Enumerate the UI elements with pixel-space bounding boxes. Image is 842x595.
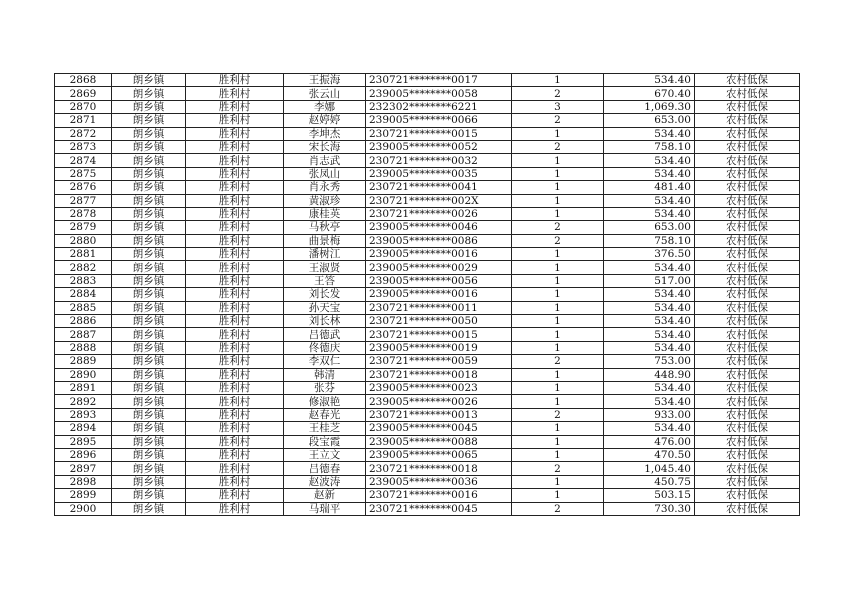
amount-cell: 653.00 [604, 221, 695, 234]
village-cell: 胜利村 [186, 274, 284, 287]
id-number-cell: 230721********0013 [366, 408, 512, 421]
village-cell: 胜利村 [186, 87, 284, 100]
town-cell: 朗乡镇 [112, 221, 186, 234]
table-row [55, 422, 800, 435]
id-number-cell: 239005********0035 [366, 167, 512, 180]
id-number-cell: 239005********0058 [366, 87, 512, 100]
id-number-cell: 230721********002X [366, 194, 512, 207]
relief-type-cell: 农村低保 [695, 475, 800, 488]
town-cell: 朗乡镇 [112, 341, 186, 354]
name-cell: 李坤杰 [284, 127, 366, 140]
name-cell: 韩清 [284, 368, 366, 381]
row-number: 2894 [55, 422, 112, 435]
id-number-cell: 230721********0018 [366, 462, 512, 475]
id-number-cell: 239005********0065 [366, 448, 512, 461]
table-row [55, 301, 800, 314]
relief-type-cell: 农村低保 [695, 489, 800, 502]
row-number: 2893 [55, 408, 112, 421]
row-number: 2883 [55, 274, 112, 287]
id-number-cell: 230721********0011 [366, 301, 512, 314]
id-number-cell: 230721********0026 [366, 207, 512, 220]
relief-type-cell: 农村低保 [695, 462, 800, 475]
name-cell: 马秋亭 [284, 221, 366, 234]
town-cell: 朗乡镇 [112, 395, 186, 408]
name-cell: 张云山 [284, 87, 366, 100]
village-cell: 胜利村 [186, 341, 284, 354]
name-cell: 曲景梅 [284, 234, 366, 247]
name-cell: 赵婷婷 [284, 114, 366, 127]
household-count-cell: 1 [512, 301, 604, 314]
name-cell: 李娜 [284, 100, 366, 113]
id-number-cell: 239005********0088 [366, 435, 512, 448]
relief-type-cell: 农村低保 [695, 341, 800, 354]
amount-cell: 753.00 [604, 355, 695, 368]
name-cell: 佟德庆 [284, 341, 366, 354]
id-number-cell: 230721********0018 [366, 368, 512, 381]
household-count-cell: 1 [512, 381, 604, 394]
village-cell: 胜利村 [186, 462, 284, 475]
relief-type-cell: 农村低保 [695, 74, 800, 87]
row-number: 2899 [55, 489, 112, 502]
amount-cell: 448.90 [604, 368, 695, 381]
relief-type-cell: 农村低保 [695, 355, 800, 368]
amount-cell: 534.40 [604, 341, 695, 354]
village-cell: 胜利村 [186, 315, 284, 328]
village-cell: 胜利村 [186, 408, 284, 421]
household-count-cell: 1 [512, 167, 604, 180]
household-count-cell: 1 [512, 181, 604, 194]
amount-cell: 670.40 [604, 87, 695, 100]
name-cell: 修淑艳 [284, 395, 366, 408]
table-row [55, 127, 800, 140]
amount-cell: 534.40 [604, 127, 695, 140]
name-cell: 宋长海 [284, 140, 366, 153]
town-cell: 朗乡镇 [112, 114, 186, 127]
town-cell: 朗乡镇 [112, 368, 186, 381]
relief-type-cell: 农村低保 [695, 368, 800, 381]
table-row [55, 341, 800, 354]
id-number-cell: 230721********0045 [366, 502, 512, 515]
household-count-cell: 2 [512, 87, 604, 100]
relief-type-cell: 农村低保 [695, 154, 800, 167]
row-number: 2871 [55, 114, 112, 127]
name-cell: 王淑贤 [284, 261, 366, 274]
row-number: 2889 [55, 355, 112, 368]
village-cell: 胜利村 [186, 328, 284, 341]
village-cell: 胜利村 [186, 181, 284, 194]
name-cell: 赵波涛 [284, 475, 366, 488]
relief-type-cell: 农村低保 [695, 448, 800, 461]
name-cell: 王立文 [284, 448, 366, 461]
household-count-cell: 2 [512, 140, 604, 153]
name-cell: 王答 [284, 274, 366, 287]
household-count-cell: 2 [512, 221, 604, 234]
village-cell: 胜利村 [186, 194, 284, 207]
amount-cell: 534.40 [604, 288, 695, 301]
name-cell: 康桂英 [284, 207, 366, 220]
id-number-cell: 230721********0017 [366, 74, 512, 87]
village-cell: 胜利村 [186, 167, 284, 180]
id-number-cell: 239005********0056 [366, 274, 512, 287]
table-row [55, 475, 800, 488]
relief-type-cell: 农村低保 [695, 288, 800, 301]
village-cell: 胜利村 [186, 74, 284, 87]
village-cell: 胜利村 [186, 381, 284, 394]
name-cell: 王振海 [284, 74, 366, 87]
name-cell: 赵新 [284, 489, 366, 502]
table-row [55, 194, 800, 207]
row-number: 2881 [55, 248, 112, 261]
id-number-cell: 239005********0026 [366, 395, 512, 408]
amount-cell: 534.40 [604, 207, 695, 220]
id-number-cell: 232302********6221 [366, 100, 512, 113]
table-row [55, 395, 800, 408]
table-row [55, 408, 800, 421]
household-count-cell: 1 [512, 154, 604, 167]
row-number: 2880 [55, 234, 112, 247]
name-cell: 刘长发 [284, 288, 366, 301]
amount-cell: 534.40 [604, 261, 695, 274]
relief-type-cell: 农村低保 [695, 181, 800, 194]
amount-cell: 517.00 [604, 274, 695, 287]
name-cell: 肖志武 [284, 154, 366, 167]
town-cell: 朗乡镇 [112, 100, 186, 113]
town-cell: 朗乡镇 [112, 502, 186, 515]
table-row [55, 221, 800, 234]
row-number: 2897 [55, 462, 112, 475]
row-number: 2895 [55, 435, 112, 448]
table-row [55, 248, 800, 261]
household-count-cell: 1 [512, 74, 604, 87]
row-number: 2886 [55, 315, 112, 328]
relief-type-cell: 农村低保 [695, 395, 800, 408]
table-row [55, 154, 800, 167]
name-cell: 黄淑珍 [284, 194, 366, 207]
relief-type-cell: 农村低保 [695, 127, 800, 140]
village-cell: 胜利村 [186, 502, 284, 515]
town-cell: 朗乡镇 [112, 475, 186, 488]
relief-type-cell: 农村低保 [695, 328, 800, 341]
household-count-cell: 1 [512, 422, 604, 435]
village-cell: 胜利村 [186, 154, 284, 167]
amount-cell: 376.50 [604, 248, 695, 261]
household-count-cell: 2 [512, 114, 604, 127]
relief-type-cell: 农村低保 [695, 408, 800, 421]
amount-cell: 1,045.40 [604, 462, 695, 475]
village-cell: 胜利村 [186, 448, 284, 461]
row-number: 2898 [55, 475, 112, 488]
village-cell: 胜利村 [186, 395, 284, 408]
amount-cell: 653.00 [604, 114, 695, 127]
village-cell: 胜利村 [186, 422, 284, 435]
village-cell: 胜利村 [186, 114, 284, 127]
amount-cell: 481.40 [604, 181, 695, 194]
relief-type-cell: 农村低保 [695, 194, 800, 207]
amount-cell: 450.75 [604, 475, 695, 488]
town-cell: 朗乡镇 [112, 422, 186, 435]
town-cell: 朗乡镇 [112, 194, 186, 207]
amount-cell: 534.40 [604, 395, 695, 408]
amount-cell: 503.15 [604, 489, 695, 502]
table-row [55, 234, 800, 247]
town-cell: 朗乡镇 [112, 355, 186, 368]
row-number: 2900 [55, 502, 112, 515]
name-cell: 孙天宝 [284, 301, 366, 314]
relief-type-cell: 农村低保 [695, 381, 800, 394]
id-number-cell: 239005********0016 [366, 288, 512, 301]
town-cell: 朗乡镇 [112, 154, 186, 167]
name-cell: 马瑞平 [284, 502, 366, 515]
id-number-cell: 239005********0052 [366, 140, 512, 153]
town-cell: 朗乡镇 [112, 248, 186, 261]
household-count-cell: 1 [512, 395, 604, 408]
row-number: 2877 [55, 194, 112, 207]
table-row [55, 489, 800, 502]
roster-body [55, 74, 800, 516]
relief-type-cell: 农村低保 [695, 502, 800, 515]
table-row [55, 435, 800, 448]
row-number: 2868 [55, 74, 112, 87]
village-cell: 胜利村 [186, 435, 284, 448]
table-row [55, 274, 800, 287]
name-cell: 刘长林 [284, 315, 366, 328]
town-cell: 朗乡镇 [112, 448, 186, 461]
table-row [55, 87, 800, 100]
row-number: 2873 [55, 140, 112, 153]
town-cell: 朗乡镇 [112, 127, 186, 140]
id-number-cell: 230721********0050 [366, 315, 512, 328]
household-count-cell: 1 [512, 127, 604, 140]
row-number: 2870 [55, 100, 112, 113]
village-cell: 胜利村 [186, 355, 284, 368]
name-cell: 吕德武 [284, 328, 366, 341]
table-row [55, 368, 800, 381]
relief-roster-table [54, 73, 800, 516]
table-row [55, 462, 800, 475]
amount-cell: 534.40 [604, 422, 695, 435]
village-cell: 胜利村 [186, 261, 284, 274]
row-number: 2896 [55, 448, 112, 461]
row-number: 2869 [55, 87, 112, 100]
table-row [55, 355, 800, 368]
amount-cell: 534.40 [604, 194, 695, 207]
name-cell: 张凤山 [284, 167, 366, 180]
table-row [55, 114, 800, 127]
id-number-cell: 239005********0046 [366, 221, 512, 234]
town-cell: 朗乡镇 [112, 234, 186, 247]
amount-cell: 476.00 [604, 435, 695, 448]
row-number: 2885 [55, 301, 112, 314]
row-number: 2884 [55, 288, 112, 301]
row-number: 2888 [55, 341, 112, 354]
row-number: 2872 [55, 127, 112, 140]
relief-type-cell: 农村低保 [695, 234, 800, 247]
table-row [55, 100, 800, 113]
id-number-cell: 239005********0036 [366, 475, 512, 488]
relief-type-cell: 农村低保 [695, 422, 800, 435]
name-cell: 赵春光 [284, 408, 366, 421]
household-count-cell: 1 [512, 207, 604, 220]
name-cell: 吕德春 [284, 462, 366, 475]
table-row [55, 328, 800, 341]
id-number-cell: 230721********0015 [366, 328, 512, 341]
table-row [55, 74, 800, 87]
id-number-cell: 230721********0015 [366, 127, 512, 140]
amount-cell: 534.40 [604, 381, 695, 394]
amount-cell: 730.30 [604, 502, 695, 515]
town-cell: 朗乡镇 [112, 261, 186, 274]
household-count-cell: 2 [512, 355, 604, 368]
table-row [55, 315, 800, 328]
name-cell: 李双仁 [284, 355, 366, 368]
amount-cell: 534.40 [604, 167, 695, 180]
row-number: 2892 [55, 395, 112, 408]
id-number-cell: 230721********0032 [366, 154, 512, 167]
household-count-cell: 1 [512, 288, 604, 301]
village-cell: 胜利村 [186, 489, 284, 502]
household-count-cell: 2 [512, 502, 604, 515]
name-cell: 张芬 [284, 381, 366, 394]
village-cell: 胜利村 [186, 368, 284, 381]
town-cell: 朗乡镇 [112, 74, 186, 87]
table-row [55, 381, 800, 394]
row-number: 2891 [55, 381, 112, 394]
town-cell: 朗乡镇 [112, 328, 186, 341]
household-count-cell: 1 [512, 448, 604, 461]
town-cell: 朗乡镇 [112, 288, 186, 301]
household-count-cell: 1 [512, 274, 604, 287]
household-count-cell: 1 [512, 489, 604, 502]
village-cell: 胜利村 [186, 127, 284, 140]
amount-cell: 1,069.30 [604, 100, 695, 113]
household-count-cell: 1 [512, 475, 604, 488]
village-cell: 胜利村 [186, 301, 284, 314]
village-cell: 胜利村 [186, 140, 284, 153]
relief-type-cell: 农村低保 [695, 315, 800, 328]
id-number-cell: 239005********0023 [366, 381, 512, 394]
amount-cell: 534.40 [604, 315, 695, 328]
town-cell: 朗乡镇 [112, 140, 186, 153]
town-cell: 朗乡镇 [112, 167, 186, 180]
row-number: 2876 [55, 181, 112, 194]
town-cell: 朗乡镇 [112, 435, 186, 448]
village-cell: 胜利村 [186, 234, 284, 247]
id-number-cell: 239005********0066 [366, 114, 512, 127]
table-row [55, 167, 800, 180]
name-cell: 潘树江 [284, 248, 366, 261]
household-count-cell: 2 [512, 408, 604, 421]
row-number: 2874 [55, 154, 112, 167]
village-cell: 胜利村 [186, 288, 284, 301]
household-count-cell: 1 [512, 368, 604, 381]
relief-type-cell: 农村低保 [695, 221, 800, 234]
amount-cell: 470.50 [604, 448, 695, 461]
household-count-cell: 2 [512, 462, 604, 475]
relief-type-cell: 农村低保 [695, 301, 800, 314]
id-number-cell: 239005********0019 [366, 341, 512, 354]
town-cell: 朗乡镇 [112, 462, 186, 475]
relief-type-cell: 农村低保 [695, 207, 800, 220]
id-number-cell: 239005********0029 [366, 261, 512, 274]
table-row [55, 502, 800, 515]
table-row [55, 261, 800, 274]
id-number-cell: 239005********0016 [366, 248, 512, 261]
id-number-cell: 230721********0059 [366, 355, 512, 368]
town-cell: 朗乡镇 [112, 207, 186, 220]
name-cell: 段宝霞 [284, 435, 366, 448]
table-row [55, 448, 800, 461]
household-count-cell: 3 [512, 100, 604, 113]
table-row [55, 181, 800, 194]
table-row [55, 288, 800, 301]
relief-type-cell: 农村低保 [695, 435, 800, 448]
amount-cell: 758.10 [604, 140, 695, 153]
household-count-cell: 1 [512, 328, 604, 341]
name-cell: 王桂芝 [284, 422, 366, 435]
amount-cell: 758.10 [604, 234, 695, 247]
town-cell: 朗乡镇 [112, 87, 186, 100]
village-cell: 胜利村 [186, 207, 284, 220]
amount-cell: 933.00 [604, 408, 695, 421]
village-cell: 胜利村 [186, 475, 284, 488]
town-cell: 朗乡镇 [112, 408, 186, 421]
household-count-cell: 1 [512, 261, 604, 274]
table-row [55, 140, 800, 153]
name-cell: 肖永秀 [284, 181, 366, 194]
amount-cell: 534.40 [604, 328, 695, 341]
village-cell: 胜利村 [186, 248, 284, 261]
household-count-cell: 1 [512, 248, 604, 261]
relief-type-cell: 农村低保 [695, 87, 800, 100]
relief-type-cell: 农村低保 [695, 100, 800, 113]
row-number: 2882 [55, 261, 112, 274]
village-cell: 胜利村 [186, 221, 284, 234]
row-number: 2878 [55, 207, 112, 220]
row-number: 2875 [55, 167, 112, 180]
relief-type-cell: 农村低保 [695, 140, 800, 153]
relief-type-cell: 农村低保 [695, 114, 800, 127]
relief-type-cell: 农村低保 [695, 274, 800, 287]
town-cell: 朗乡镇 [112, 315, 186, 328]
household-count-cell: 1 [512, 435, 604, 448]
town-cell: 朗乡镇 [112, 489, 186, 502]
relief-type-cell: 农村低保 [695, 261, 800, 274]
amount-cell: 534.40 [604, 154, 695, 167]
relief-type-cell: 农村低保 [695, 248, 800, 261]
id-number-cell: 239005********0086 [366, 234, 512, 247]
amount-cell: 534.40 [604, 301, 695, 314]
id-number-cell: 230721********0041 [366, 181, 512, 194]
relief-type-cell: 农村低保 [695, 167, 800, 180]
table-row [55, 207, 800, 220]
household-count-cell: 2 [512, 234, 604, 247]
amount-cell: 534.40 [604, 74, 695, 87]
household-count-cell: 1 [512, 315, 604, 328]
household-count-cell: 1 [512, 341, 604, 354]
town-cell: 朗乡镇 [112, 301, 186, 314]
row-number: 2887 [55, 328, 112, 341]
town-cell: 朗乡镇 [112, 274, 186, 287]
town-cell: 朗乡镇 [112, 381, 186, 394]
row-number: 2890 [55, 368, 112, 381]
household-count-cell: 1 [512, 194, 604, 207]
village-cell: 胜利村 [186, 100, 284, 113]
id-number-cell: 239005********0045 [366, 422, 512, 435]
id-number-cell: 230721********0016 [366, 489, 512, 502]
row-number: 2879 [55, 221, 112, 234]
town-cell: 朗乡镇 [112, 181, 186, 194]
